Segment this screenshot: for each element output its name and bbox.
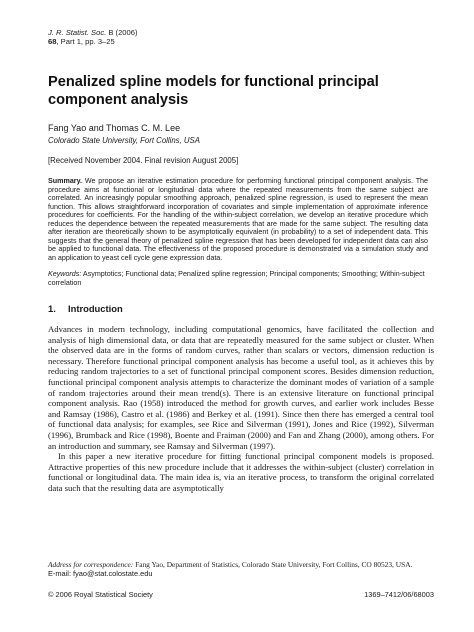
issn-code: 1369–7412/06/68003 xyxy=(364,590,434,599)
section-number: 1. xyxy=(48,303,56,314)
affiliation: Colorado State University, Fort Collins, USA xyxy=(48,136,200,145)
received-dates: [Received November 2004. Final revision August 2005] xyxy=(48,156,239,165)
journal-name: J. R. Statist. Soc. xyxy=(48,28,107,37)
body-text xyxy=(48,324,434,494)
footnote-email: E-mail: fyao@stat.colostate.edu xyxy=(48,569,153,578)
keywords-text: Asymptotics; Functional data; Penalized spline regression; Principal components; Smoothing; Within-subject correlation xyxy=(48,270,425,287)
section-title: Introduction xyxy=(68,303,123,314)
article-title xyxy=(48,73,434,109)
section-heading xyxy=(48,303,434,314)
footnote xyxy=(48,560,434,578)
journal-series-year: B (2006) xyxy=(108,28,138,37)
footnote-text: Fang Yao, Department of Statistics, Colorado State University, Fort Collins, CO 80523, USA. xyxy=(133,560,413,569)
page-footer xyxy=(48,590,434,599)
journal-header xyxy=(48,28,434,46)
paragraph-1: Advances in modern technology, including computational genomics, have facilitated the collection and analysis of high dimensional data, or data that are repeatedly measured for the same subject or cluster. When the observed data are in the forms of random curves, rather than scalars or vectors, dimension reduction is necessary. Therefore functional principal component analysis has become a useful tool, as it achieves this by reducing random trajectories to a set of functional principal component scores. Besides dimension reduction, functional principal component analysis attempts to characterize the dominant modes of variation of a sample of random trajectories around their mean trend(s). There is an extensive literature on functional principal component analysis. Rao (1958) introduced the method for growth curves, and earlier work includes Besse and Ramsay (1986), Castro et al. (1986) and Berkey et al. (1991). Since then there has emerged a central tool of functional data analysis; for examples, see Rice and Silverman (1991), Jones and Rice (1992), Silverman (1996), Brumback and Rice (1998), Boente and Fraiman (2000) and Fan and Zhang (2000), among others. For an introduction and summary, see Ramsay and Silverman (1997). xyxy=(48,324,434,451)
abstract xyxy=(48,177,428,262)
keywords-label: Keywords: xyxy=(48,270,82,278)
abstract-text: We propose an iterative estimation procedure for performing functional principal component analysis. The procedure aims at functional or longitudinal data where the repeated measurements from the same subject are correlated. An increasingly popular smoothing approach, penalized spline regression, is used to represent the mean function. This allows straightforward incorporation of covariates and simple implementation of approximate inference procedures for coefficients. For the handling of the within-subject correlation, we develop an iterative procedure which reduces the dependence between the repeated measurements that are made for the same subject. The resulting data after iteration are theoretically shown to be asymptotically equivalent (in probability) to a set of independent data. This suggests that the general theory of penalized spline regression that has been developed for independent data can also be applied to functional data. The effectiveness of the proposed procedure is demonstrated via a simulation study and an application to yeast cell cycle gene expression data. xyxy=(48,177,428,262)
abstract-label: Summary. xyxy=(48,177,82,185)
paragraph-2: In this paper a new iterative procedure for fitting functional principal component models is proposed. Attractive properties of this new procedure include that it addresses the within-subject (cluster) correlation in functional or longitudinal data. The main idea is, via an iterative process, to transform the original correlated data such that the resulting data are asymptotically xyxy=(48,451,434,493)
authors: Fang Yao and Thomas C. M. Lee xyxy=(48,123,181,133)
journal-part-pages: , Part 1, pp. 3–25 xyxy=(56,37,115,46)
journal-volume: 68 xyxy=(48,37,57,46)
article-title-line2: component analysis xyxy=(48,92,189,108)
keywords xyxy=(48,270,428,287)
article-page xyxy=(48,28,434,494)
copyright: © 2006 Royal Statistical Society xyxy=(48,590,153,599)
article-title-line1: Penalized spline models for functional principal xyxy=(48,74,379,90)
footnote-label: Address for correspondence: xyxy=(48,560,134,569)
